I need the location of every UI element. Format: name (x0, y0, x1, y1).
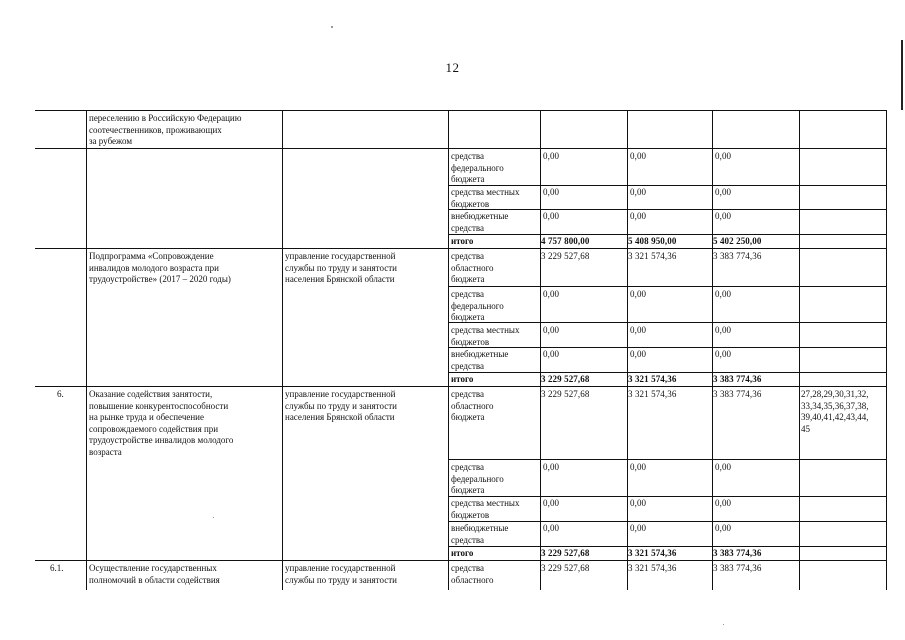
source-extra: внебюджетные средства (451, 523, 509, 545)
source-total: итого (451, 374, 474, 384)
source-federal: средства федерального бюджета (451, 462, 504, 495)
total-2018: 4 757 800,00 (541, 236, 590, 246)
value-2020: 3 383 774,36 (713, 563, 762, 573)
item61-executor: управление государственной службы по труду и занятости (285, 563, 397, 585)
value-2020: 0,00 (715, 289, 732, 299)
value-2019: 0,00 (630, 349, 647, 359)
value-2020: 0,00 (715, 325, 732, 335)
subprogram-name: Подпрограмма «Сопровождение инвалидов молодого возраста при трудоустройстве» (2017 – 2020 годы) (89, 251, 231, 284)
source-federal: средства федерального бюджета (451, 289, 504, 322)
table-vline (448, 110, 449, 590)
value-2018: 0,00 (543, 523, 560, 533)
source-regional: средства областного бюджета (451, 389, 494, 422)
item6-name: Оказание содействия занятости, повышение конкурентоспособности на рынке труда и обеспечение сопровождаемого содействия при трудоустройстве инвалидов молодого возраста (89, 389, 234, 457)
total-2019: 5 408 950,00 (628, 236, 677, 246)
table-vline (86, 110, 87, 590)
table-hline (448, 546, 886, 547)
source-extra: внебюджетные средства (451, 211, 509, 233)
table-vline (627, 110, 628, 590)
total-2018: 3 229 527,68 (541, 548, 590, 558)
table-hline (448, 459, 886, 460)
value-2019: 3 321 574,36 (628, 251, 677, 261)
value-2018: 0,00 (543, 211, 560, 221)
table-hline (35, 148, 886, 149)
item61-name: Осуществление государственных полномочий в области содействия (89, 563, 220, 585)
value-2018: 3 229 527,68 (541, 251, 590, 261)
item6-executor: управление государственной службы по труду и занятости населения Брянской области (285, 389, 397, 422)
value-2018: 0,00 (543, 462, 560, 472)
value-2018: 3 229 527,68 (541, 563, 590, 573)
source-extra: внебюджетные средства (451, 349, 509, 371)
total-2019: 3 321 574,36 (628, 548, 677, 558)
total-2018: 3 229 527,68 (541, 374, 590, 384)
value-2018: 0,00 (543, 498, 560, 508)
table-hline (448, 372, 886, 373)
item-number: 6.1. (50, 563, 64, 573)
value-2019: 0,00 (630, 523, 647, 533)
table-hline (448, 185, 886, 186)
source-regional: средства областного (451, 563, 494, 585)
item-number: 6. (57, 389, 64, 399)
source-total: итого (451, 236, 474, 246)
table-hline (35, 560, 886, 561)
table-hline (448, 521, 886, 522)
table-hline (448, 286, 886, 287)
source-local: средства местных бюджетов (451, 325, 520, 347)
value-2019: 0,00 (630, 211, 647, 221)
continuation-name: переселению в Российскую Федерацию соотечественников, проживающих за рубежом (89, 113, 242, 146)
subprogram-executor: управление государственной службы по труду и занятости населения Брянской области (285, 251, 397, 284)
source-local: средства местных бюджетов (451, 187, 520, 209)
table-vline (799, 110, 800, 590)
value-2020: 0,00 (715, 523, 732, 533)
value-2018: 3 229 527,68 (541, 389, 590, 399)
value-2020: 0,00 (715, 498, 732, 508)
value-2019: 3 321 574,36 (628, 389, 677, 399)
total-2020: 5 402 250,00 (713, 236, 762, 246)
table-hline (35, 248, 886, 249)
value-2018: 0,00 (543, 151, 560, 161)
source-regional: средства областного бюджета (451, 251, 494, 284)
value-2019: 3 321 574,36 (628, 563, 677, 573)
table-vline (712, 110, 713, 590)
value-2020: 3 383 774,36 (713, 389, 762, 399)
source-total: итого (451, 548, 474, 558)
source-federal: средства федерального бюджета (451, 151, 504, 184)
value-2020: 0,00 (715, 151, 732, 161)
value-2019: 0,00 (630, 187, 647, 197)
source-local: средства местных бюджетов (451, 498, 520, 520)
value-2020: 0,00 (715, 211, 732, 221)
value-2020: 0,00 (715, 462, 732, 472)
value-2020: 3 383 774,36 (713, 251, 762, 261)
table-vline (282, 110, 283, 590)
value-2019: 0,00 (630, 498, 647, 508)
item6-indicators: 27,28,29,30,31,32, 33,34,35,36,37,38, 39,40,41,42,43,44, 45 (801, 389, 869, 434)
table-vline (540, 110, 541, 590)
table-hline (448, 234, 886, 235)
total-2020: 3 383 774,36 (713, 374, 762, 384)
table-hline (35, 110, 886, 111)
value-2018: 0,00 (543, 289, 560, 299)
total-2019: 3 321 574,36 (628, 374, 677, 384)
page-number: 12 (445, 60, 460, 75)
value-2018: 0,00 (543, 325, 560, 335)
value-2020: 0,00 (715, 349, 732, 359)
table-hline (448, 496, 886, 497)
total-2020: 3 383 774,36 (713, 548, 762, 558)
value-2019: 0,00 (630, 325, 647, 335)
value-2018: 0,00 (543, 349, 560, 359)
value-2019: 0,00 (630, 151, 647, 161)
table-hline (35, 386, 886, 387)
value-2020: 0,00 (715, 187, 732, 197)
value-2018: 0,00 (543, 187, 560, 197)
table-vline (886, 110, 887, 590)
table-hline (448, 322, 886, 323)
value-2019: 0,00 (630, 289, 647, 299)
value-2019: 0,00 (630, 462, 647, 472)
